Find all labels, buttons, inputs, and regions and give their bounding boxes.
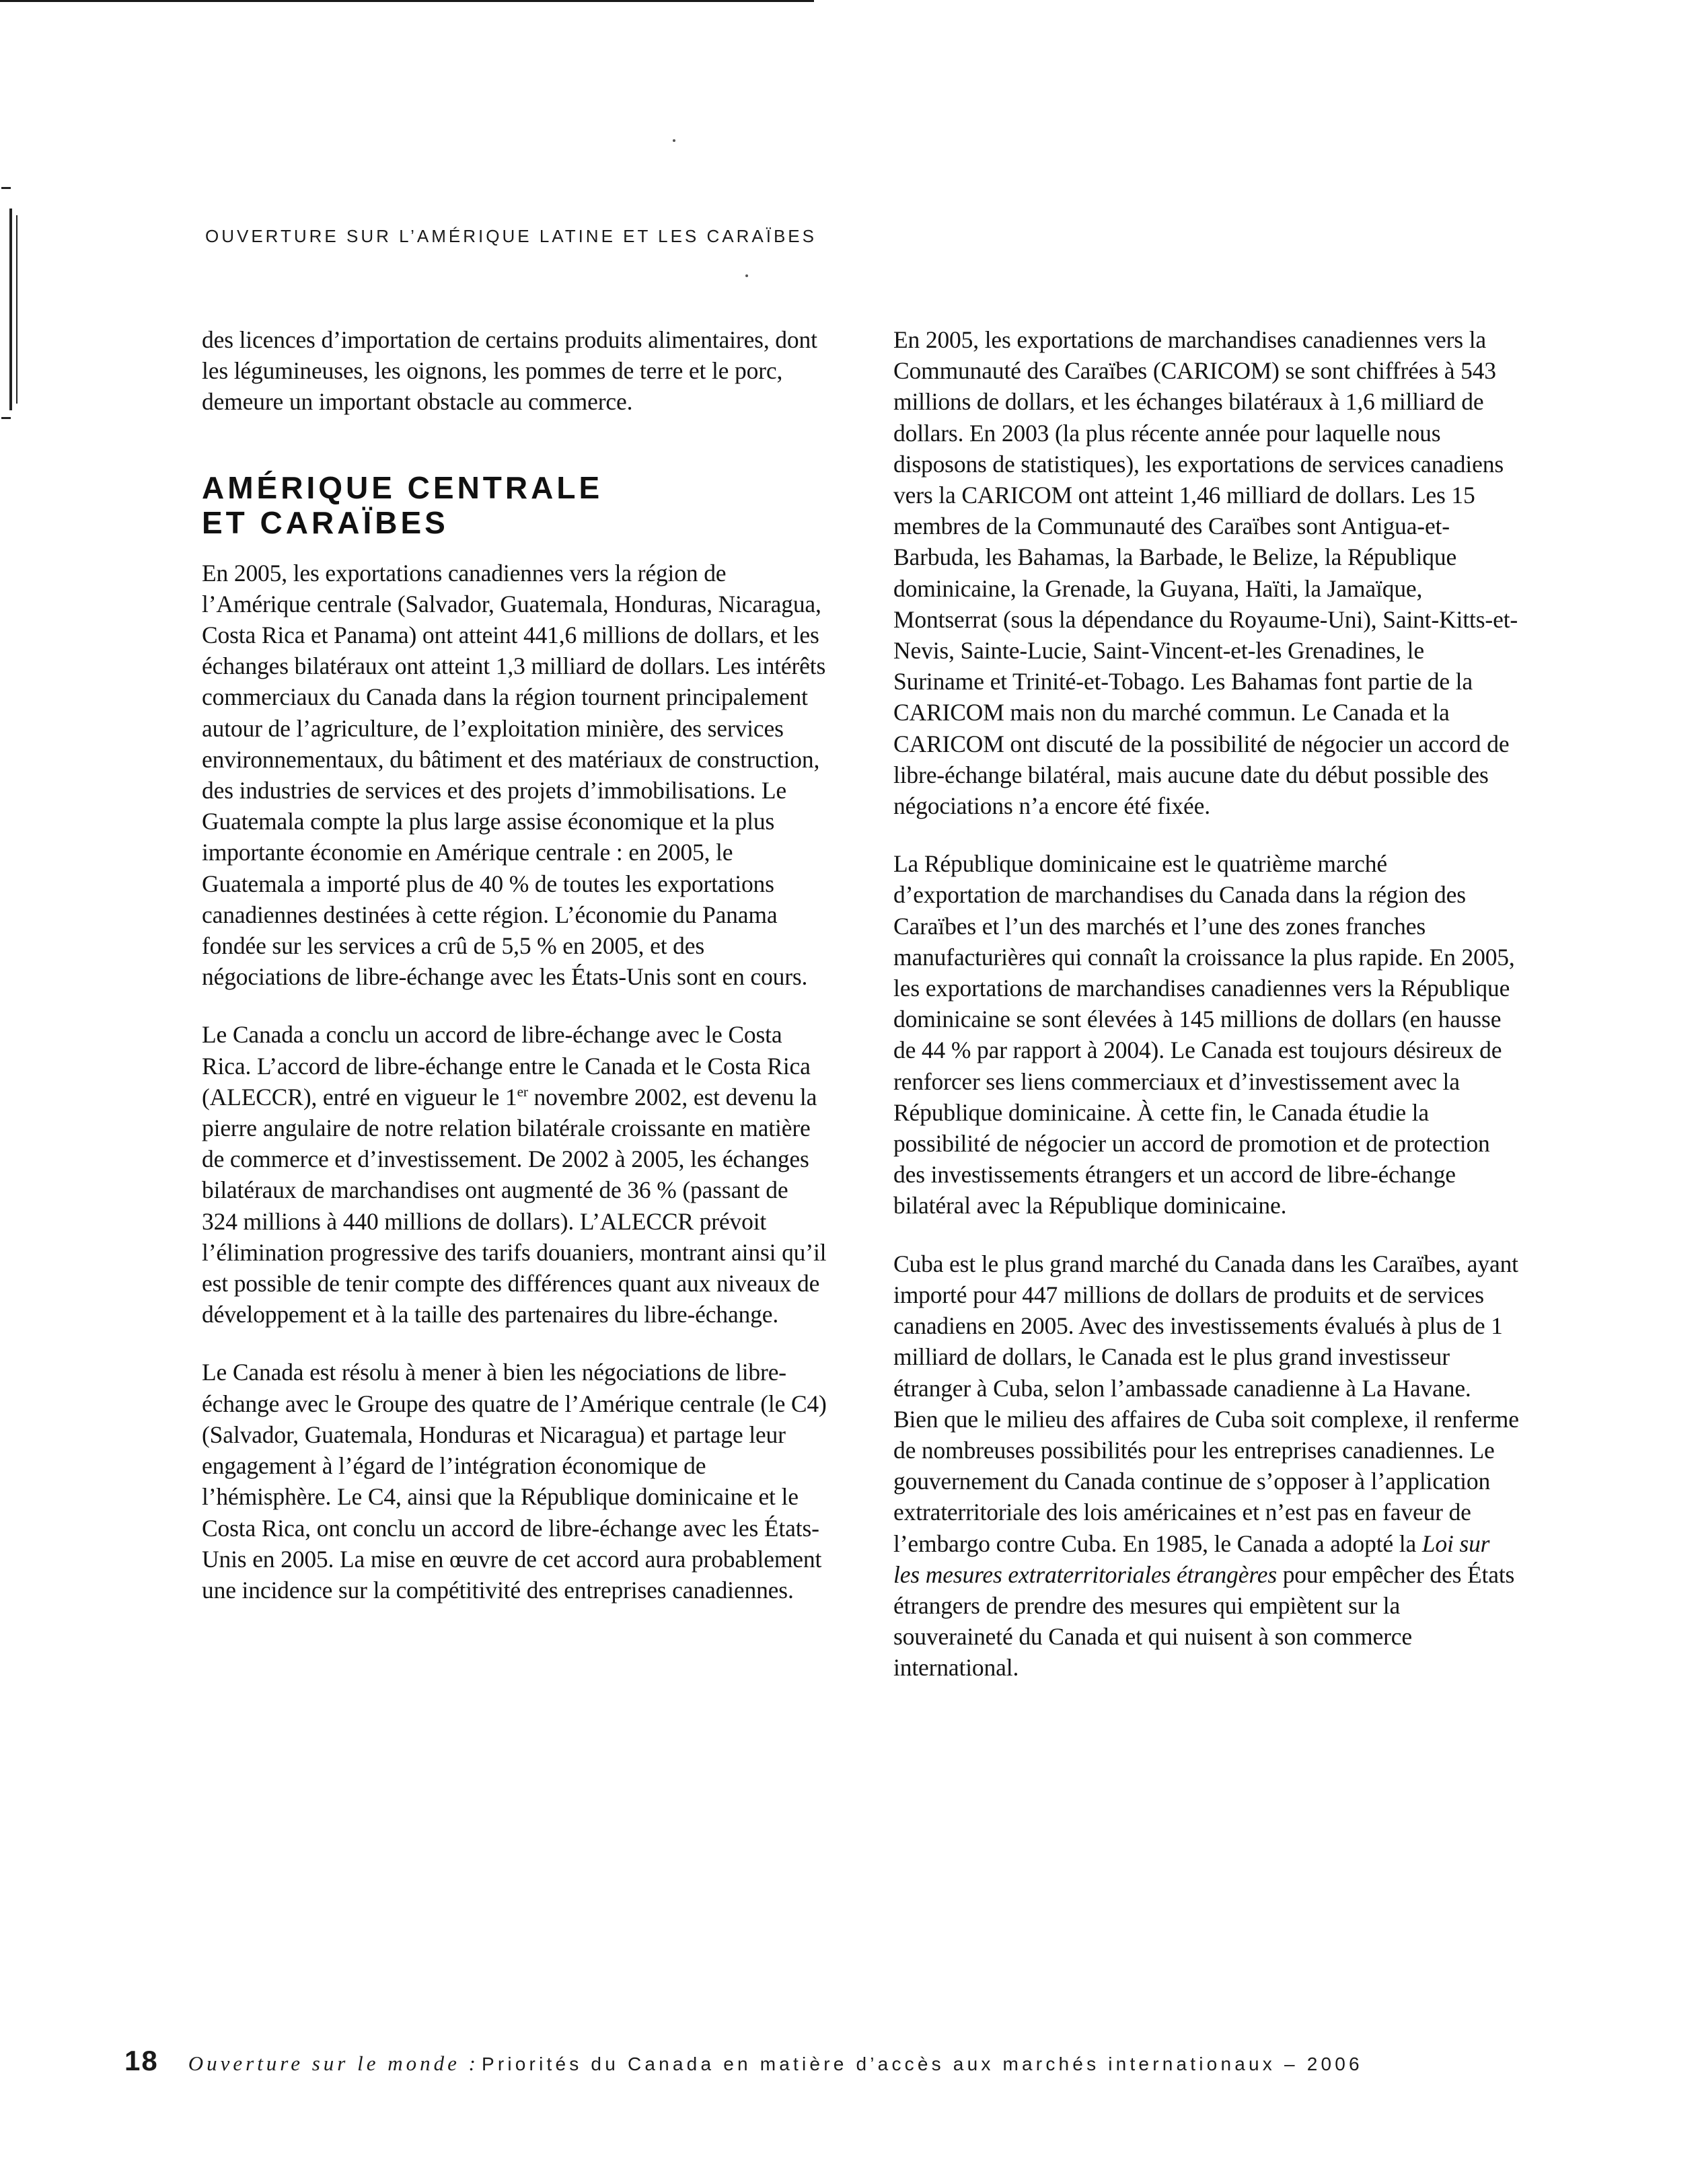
paragraph-cuba — [893, 1248, 1519, 1684]
left-edge-tick-lower — [1, 417, 11, 419]
superscript-er: er — [517, 1084, 528, 1100]
paragraph-c4: Le Canada est résolu à mener à bien les négociations de libre-échange avec le Groupe des quatre de l’Amérique centrale (le C4) (Salvador, Guatemala, Honduras et Nicaragua) et partage leur engagement à l’égard de l’intégration économique de l’hémisphère. Le C4, ainsi que la République dominicaine et le Costa Rica, ont conclu un accord de libre-échange avec les États-Unis en 2005. La mise en œuvre de cet accord aura probablement une incidence sur la compétitivité des entreprises canadiennes. — [202, 1359, 827, 1604]
left-edge-tick — [1, 187, 11, 189]
left-edge-bar — [9, 209, 12, 410]
paragraph-central-america: En 2005, les exportations canadiennes vers la région de l’Amérique centrale (Salvador, Guatemala, Honduras, Nicaragua, Costa Rica et Panama) ont atteint 441,6 millions de dollars, et les échanges bilatéraux ont atteint 1,3 milliard de dollars. Les intérêts commerciaux du Canada dans la région tournent principalement autour de l’agriculture, de l’exploitation minière, des services environnementaux, du bâtiment et des matériaux de construction, des industries de services et des projets d’immobilisations. Le Guatemala compte la plus large assise économique et la plus importante économie en Amérique centrale : en 2005, le Guatemala a importé plus de 40 % de toutes les exportations canadiennes destinées à cette région. L’économie du Panama fondée sur les services a crû de 5,5 % en 2005, et des négociations de libre-échange avec les États-Unis sont en cours. — [202, 559, 826, 991]
scan-speck — [745, 274, 748, 277]
paragraph-text: novembre 2002, est devenu la pierre angulaire de notre relation bilatérale croissante en matière de commerce et d’investissement. De 2002 à 2005, les échanges bilatéraux de marchandises ont augmenté de 36 % (passant de 324 millions à 440 millions de dollars). L’ALECCR prévoit l’élimination progressive des tarifs douaniers, montrant ainsi qu’il est possible de tenir compte des différences quant aux niveaux de développement et à la taille des partenaires du libre-échange. — [202, 1083, 827, 1328]
running-head: OUVERTURE SUR L’AMÉRIQUE LATINE ET LES CARAÏBES — [205, 226, 817, 246]
law-title: Loi sur les mesures extraterritoriales étrangères — [893, 1530, 1490, 1588]
section-heading-line1: AMÉRIQUE CENTRALE — [202, 469, 603, 505]
page-footer — [124, 2045, 1363, 2077]
left-edge-bar-thin — [16, 215, 17, 404]
top-border-rule — [0, 0, 814, 2]
paragraph-costa-rica — [202, 1019, 827, 1330]
paragraph-text: Le Canada a conclu un accord de libre-échange avec le Costa Rica. L’accord de libre-échange entre le Canada et le Costa Rica (ALECCR), entré en vigueur le 1 — [202, 1021, 811, 1110]
left-column — [202, 324, 827, 1632]
paragraph-continued: des licences d’importation de certains produits alimentaires, dont les légumineuses, les oignons, les pommes de terre et le porc, demeure un important obstacle au commerce. — [202, 326, 817, 416]
publication-subtitle: Priorités du Canada en matière d’accès aux marchés internationaux – 2006 — [481, 2054, 1363, 2074]
paragraph-caricom: En 2005, les exportations de marchandises canadiennes vers la Communauté des Caraïbes (CARICOM) se sont chiffrées à 543 millions de dollars, et les échanges bilatéraux à 1,6 milliard de dollars. En 2003 (la plus récente année pour laquelle nous disposons de statistiques), les exportations de services canadiens vers la CARICOM ont atteint 1,46 milliard de dollars. Les 15 membres de la Communauté des Caraïbes sont Antigua-et-Barbuda, les Bahamas, la Barbade, le Belize, la République dominicaine, la Grenade, la Guyana, Haïti, la Jamaïque, Montserrat (sous la dépendance du Royaume-Uni), Saint-Kitts-et-Nevis, Sainte-Lucie, Saint-Vincent-et-les Grenadines, le Suriname et Trinité-et-Tobago. Les Bahamas font partie de la CARICOM mais non du marché commun. Le Canada et la CARICOM ont discuté de la possibilité de négocier un accord de libre-échange bilatéral, mais aucune date du début possible des négociations n’a encore été fixée. — [893, 326, 1518, 820]
paragraph-text: Cuba est le plus grand marché du Canada dans les Caraïbes, ayant importé pour 447 millions de dollars de produits et de services canadiens en 2005. Avec des investissements évalués à plus de 1 milliard de dollars, le Canada est le plus grand investisseur étranger à Cuba, selon l’ambassade canadienne à La Havane. Bien que le milieu des affaires de Cuba soit complexe, il renferme de nombreuses possibilités pour les entreprises canadiennes. Le gouvernement du Canada continue de s’opposer à l’application extraterritoriale des lois américaines et n’est pas en faveur de l’embargo contre Cuba. En 1985, le Canada a adopté la — [893, 1250, 1519, 1557]
paragraph-text: pour empêcher des États étrangers de prendre des mesures qui empiètent sur la souveraineté du Canada et qui nuisent à son commerce international. — [893, 1560, 1515, 1682]
right-column — [893, 324, 1519, 1710]
section-heading-line2: ET CARAÏBES — [202, 504, 449, 540]
scan-speck — [673, 139, 675, 142]
paragraph-dominican-republic: La République dominicaine est le quatrième marché d’exportation de marchandises du Canada dans la région des Caraïbes et l’un des marchés et l’une des zones franches manufacturières qui connaît la croissance la plus rapide. En 2005, les exportations de marchandises canadiennes vers la République dominicaine se sont élevées à 145 millions de dollars (en hausse de 44 % par rapport à 2004). Le Canada est toujours désireux de renforcer ses liens commerciaux et d’investissement avec la République dominicaine. À cette fin, le Canada étudie la possibilité de négocier un accord de promotion et de protection des investissements étrangers et un accord de libre-échange bilatéral avec la République dominicaine. — [893, 850, 1515, 1219]
section-heading — [202, 470, 827, 540]
page-number: 18 — [124, 2045, 159, 2076]
publication-title: Ouverture sur le monde : — [188, 2051, 479, 2075]
